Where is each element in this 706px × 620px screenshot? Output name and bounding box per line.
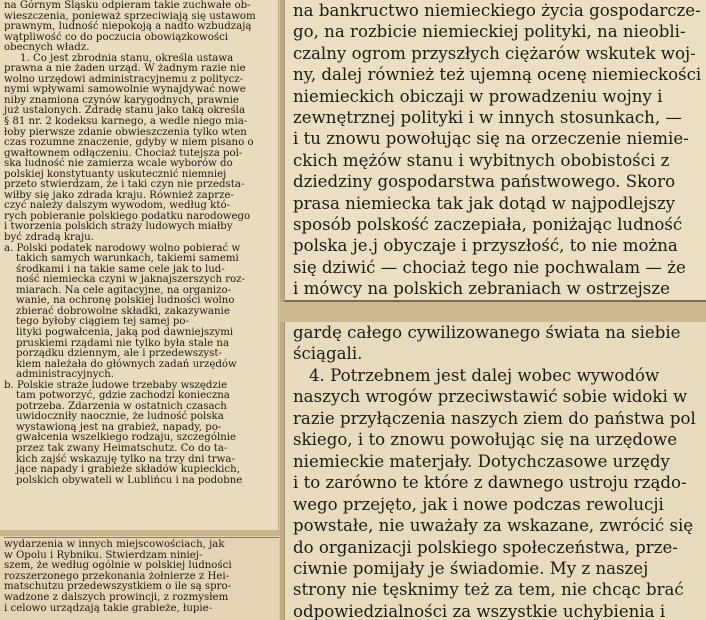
text-line: zewnętrznej polityki i w innych stosunkach, — [293,108,682,128]
text-line: i tworzenia polskich straży ludowych miałby [4,221,233,233]
text-line: łoby pierwsze zdanie obwieszczenia tylko wten [4,126,247,138]
text-line: skiego, i to znowu powołując się na urzędowe [293,430,678,450]
text-line: czas rozumne znaczenie, gdyby w niem pisano o [4,137,254,149]
text-line: i celowo urządzają takie grabieże, łupie- [4,602,213,614]
text-line [293,300,700,302]
text-line: wątpliwość co do poczucia obowiązkowości [4,31,229,43]
text-line: odpowiedzialności za wszystkie uchybienia i [293,601,666,620]
text-line: kiem należała do głównych zadań urzędów [16,358,237,370]
text-line: szem, że według ogólnie w polskiej ludności [4,560,232,572]
text-line: już ustalonych. Zdradę stanu jako taką określa [4,105,246,117]
right-top-clipping [284,0,706,302]
text-line: gwałcenia wszelkiego rodzaju, szczególnie [16,432,237,444]
text-line: obecnych władz. [4,42,90,54]
text-line: porządku dziennym, ale i przedewszyst- [16,348,222,360]
clipping-gap [280,302,706,322]
text-line: tego byłoby ciągiem tej samej po- [16,316,189,328]
text-line: się dziwić — chociaż tego nie pochwalam — że [293,257,686,277]
text-line: zbierać dobrowolne składki, zakazywanie [16,305,230,317]
text-line: na bankructwo niemieckiego życia gospodarcze- [293,1,701,20]
text-line: strony nie tęsknimy też za tem, nie chcąc brać [293,580,684,600]
text-line: przez tak zwany Heimatschutz. Co do ta- [16,442,228,454]
text-line: uwidoczniły naocznie, że ludność polska [16,411,224,423]
text-line: i mówcy na polskich zebraniach w ostrzejsze [293,279,670,299]
text-line: czyć należy dalszym wywodom, według któ- [4,200,231,212]
text-line: gardę całego cywilizowanego świata na siebie [293,323,681,342]
text-line: na Górnym Śląsku odpieram takie zuchwałe ob- [4,0,251,11]
text-line: lityki pogwałcenia, jaką pod dawniejszymi [16,326,234,338]
text-line: wolno urzędowi administracyjnemu z politycz- [4,73,244,85]
text-line: 4. Potrzebnem jest dalej wobec wywodów [309,365,660,385]
text-line: niemieckich obiczaji w prowadzeniu wojny i [293,86,663,106]
text-line: § 81 nr. 2 kodeksu karnego, a wedle niego mia- [4,116,248,128]
text-line: potrzeba. Zdarzenia w ostatnich czasach [16,400,227,412]
text-line: kich zajść wskazuję tylko na trzy dni trwa- [16,453,235,465]
left-top-clipping [0,0,279,530]
text-line: ność niemiecka czyni w jaknajszerszych roz- [16,274,246,286]
text-line: miarach. Na cele agitacyjne, na organizo- [16,284,232,296]
text-line: ny, dalej również też ujemną ocenę niemieckości [293,65,702,85]
text-line: polskich obywateli w Lublińcu i na podobne [16,474,243,486]
text-line: wieszczenia, ponieważ sprzeciwiają się ustawom [4,10,256,22]
text-line: b. Polskie straże ludowe trzebaby wszędzie [4,379,228,391]
right-bottom-clipping [284,322,706,620]
text-line: polskiej konstytuanty uskutecznić niemniej [4,168,227,180]
separator-rule [4,537,279,538]
text-line: administracyjnych. [16,369,115,381]
text-line: powstałe, nie uważały za wskazane, zwrócić się [293,516,694,536]
text-line: polska je.j obyczaje i przyszłość, to nie można [293,236,678,256]
text-line: czalny ogrom przyszłych ciężarów wskutek woj- [293,43,696,63]
left-bottom-clipping [0,536,279,620]
text-line: niby znamiona czynów karygodnych, prawnie [4,94,239,106]
text-line: rych pobieranie polskiego podatku narodowego [4,210,251,222]
text-line: wydarzenia w innych miejscowościach, jak [4,539,225,550]
text-line: niemieckie materjały. Dotychczasowe urzędy [293,451,670,471]
text-line: 1. Co jest zbrodnia stanu, określa ustawa [20,52,234,64]
text-line: gwałtownem odłączeniu. Chociaż tutejsza pol- [4,147,243,159]
text-line: ska ludność nie zamierza wcale wyborów do [4,158,233,170]
text-line: wadzone z dalszych prowincji, z rozmysłem [4,591,229,603]
text-line: nymi wpływami samowolnie wynajdywać nowe [4,84,246,96]
text-line: ściągali. [293,344,363,364]
text-line: wiłby się jako zdrada kraju. Również zaprze- [4,189,234,201]
text-line: w Opolu i Rybniku. Stwierdzam niniej- [4,549,203,561]
text-line: i to zarówno te które z dawnego ustroju rządo- [293,473,687,493]
text-line: ckich mężów stanu i wybitnych obobistości z [293,150,670,170]
text-line: środkami i na takie same cele jak to lud- [16,263,225,275]
text-line: razie przyłączenia naszych ziem do państwa pol [293,408,696,428]
text-line: prasa niemiecka tak jak dotąd w najpodlejszy [293,193,675,213]
text-line: pruskiemi rządami nie tylko była stale na [16,337,230,349]
text-line: takich samych warunkach, takiemi samemi [16,253,239,265]
text-line: sposób polskość zaczepiała, poniżając ludność [293,215,683,235]
text-line: ciwnie pomijały je świadomie. My z naszej [293,558,649,578]
text-line: rozszerzonego przekonania żołnierze z Hei- [4,570,230,582]
text-line: jące napady i grabieże składów kupieckich, [16,464,240,476]
text-line: wego przejęto, jak i nowe podczas rewolucji [293,494,664,514]
text-line: matschutzu przedewszystkiem o ile są spro- [4,581,232,593]
text-line: naszych wrogów przeciwstawić sobie widoki w [293,387,688,407]
text-line: prawna a nie żaden urząd. W żadnym razie nie [4,63,246,75]
text-line: wanie, na ochronę polskiej ludności wolno [16,295,235,307]
text-line: prawnym, ludność niepokoją a nadto wzbudzają [4,21,252,33]
text-line: go, na rozbicie niemieckiej polityki, na nieobli- [293,22,686,42]
text-line: tam potworzyć, gdzie zachodzi konieczna [16,390,230,402]
text-line: do organizacji polskiego społeczeństwa, prze- [293,537,678,557]
text-line: wystawioną jest na grabież, napady, po- [16,421,222,433]
text-line: dziedziny gospodarstwa państwowego. Skoro [293,172,676,192]
text-line: przeto stwierdzam, że i taki czyn nie przedsta- [4,179,245,191]
text-line: i tu znowu powołując się na orzeczenie niemie- [293,129,689,149]
text-line: być zdradą kraju. [4,232,94,244]
text-line: a. Polski podatek narodowy wolno pobierać w [4,242,241,254]
